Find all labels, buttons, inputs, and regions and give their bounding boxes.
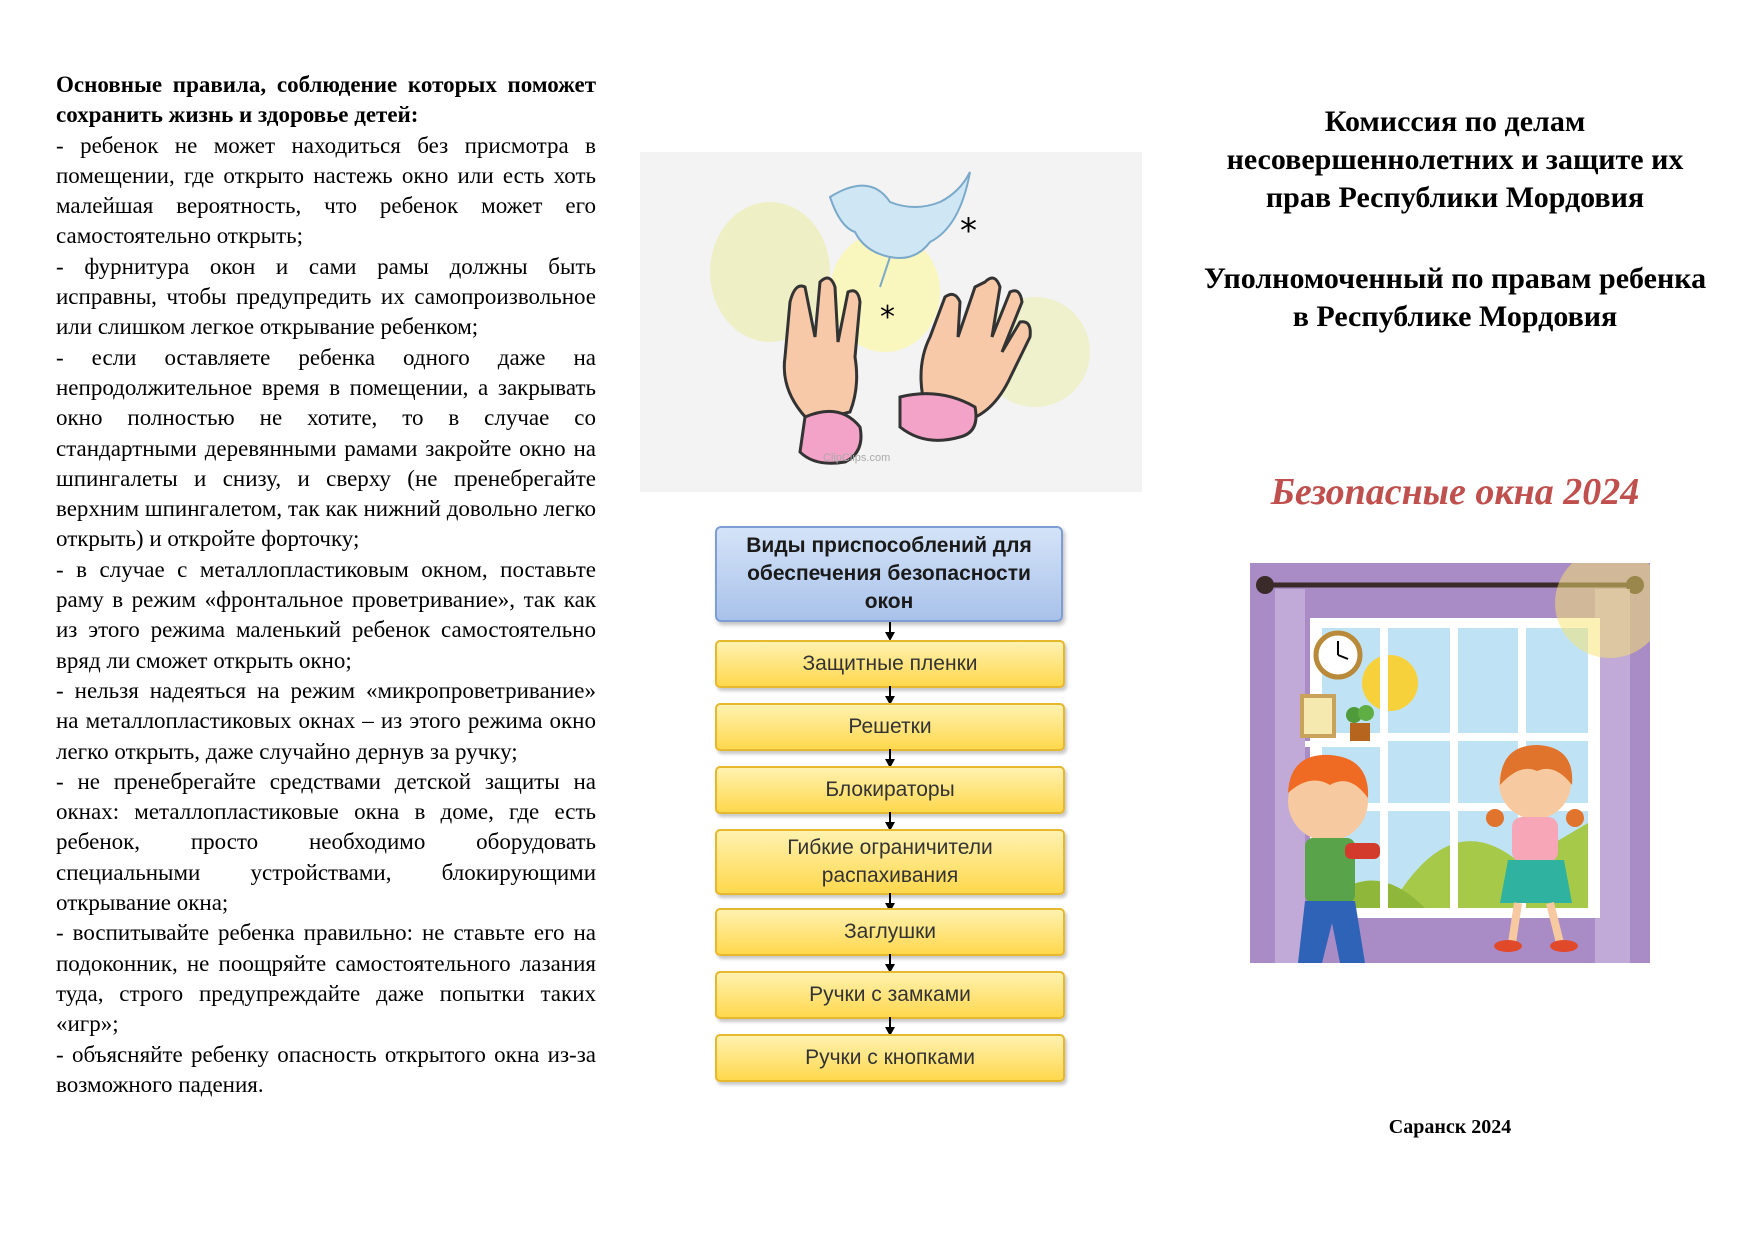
safety-rules-text — [56, 70, 596, 1100]
svg-text:*: * — [880, 300, 895, 335]
rules-intro: Основные правила, соблюдение которых поможет сохранить жизнь и здоровье детей: — [56, 72, 596, 128]
arrow-down-icon — [882, 622, 898, 642]
rule-item: - нельзя надеяться на режим «микропроветривание» на металлопластиковых окнах – из этого режима окно легко открыть, даже случайно дернув за ручку; — [56, 677, 596, 764]
rule-item: - в случае с металлопластиковым окном, поставьте раму в режим «фронтальное проветривание», так как из этого режима маленький ребенок самостоятельно вряд ли сможет открыть окно; — [56, 556, 596, 673]
children-at-window-illustration — [1250, 563, 1650, 963]
flowchart-header: Виды приспособлений для обеспечения безопасности окон — [715, 526, 1063, 622]
rule-item: - объясняйте ребенку опасность открытого окна из-за возможного падения. — [56, 1041, 596, 1097]
rule-item: - если оставляете ребенка одного даже на непродолжительное время в помещении, а закрывать окно полностью не хотите, то в случае со стандартными деревянными рамами закройте окно на шпингалеты и снизу, и сверху (не пренебрегайте верхним шпингалетом, так как нижний довольно легко открыть) и откройте форточку; — [56, 344, 596, 552]
flow-item-lock-handles: Ручки с замками — [715, 971, 1065, 1019]
flow-item-flexible-limiters: Гибкие ограничители распахивания — [715, 829, 1065, 895]
rule-item: - фурнитура окон и сами рамы должны быть исправны, чтобы предупредить их самопроизвольное или слишком легкое открывание ребенком; — [56, 253, 596, 340]
flow-item-plugs: Заглушки — [715, 908, 1065, 956]
flow-item-button-handles: Ручки с кнопками — [715, 1034, 1065, 1082]
svg-text:*: * — [960, 211, 977, 251]
hands-dove-illustration — [640, 152, 1142, 492]
flow-item-blockers: Блокираторы — [715, 766, 1065, 814]
city-year: Саранск 2024 — [1388, 1116, 1512, 1138]
brochure-title: Безопасные окна 2024 — [1270, 471, 1640, 513]
commission-name: Комиссия по делам несовершеннолетних и защите их прав Республики Мордовия — [1226, 105, 1684, 214]
rule-item: - воспитывайте ребенка правильно: не ставьте его на подоконник, не поощряйте самостоятельного лазания туда, строго предупреждайте даже попытки таких «игр»; — [56, 920, 596, 1037]
flow-item-grilles: Решетки — [715, 703, 1065, 751]
rule-item: - не пренебрегайте средствами детской защиты на окнах: металлопластиковые окна в доме, где есть ребенок, просто необходимо оборудовать специальными устройствами, блокирующими открывание окна; — [56, 768, 596, 916]
ombudsman-name: Уполномоченный по правам ребенка в Республике Мордовия — [1203, 262, 1707, 333]
flow-item-protective-films: Защитные пленки — [715, 640, 1065, 688]
rule-item: - ребенок не может находиться без присмотра в помещении, где открыто настежь окно или есть хоть малейшая вероятность, что ребенок может его самостоятельно открыть; — [56, 132, 596, 249]
clipart-watermark: ClipClips.com — [823, 452, 891, 464]
